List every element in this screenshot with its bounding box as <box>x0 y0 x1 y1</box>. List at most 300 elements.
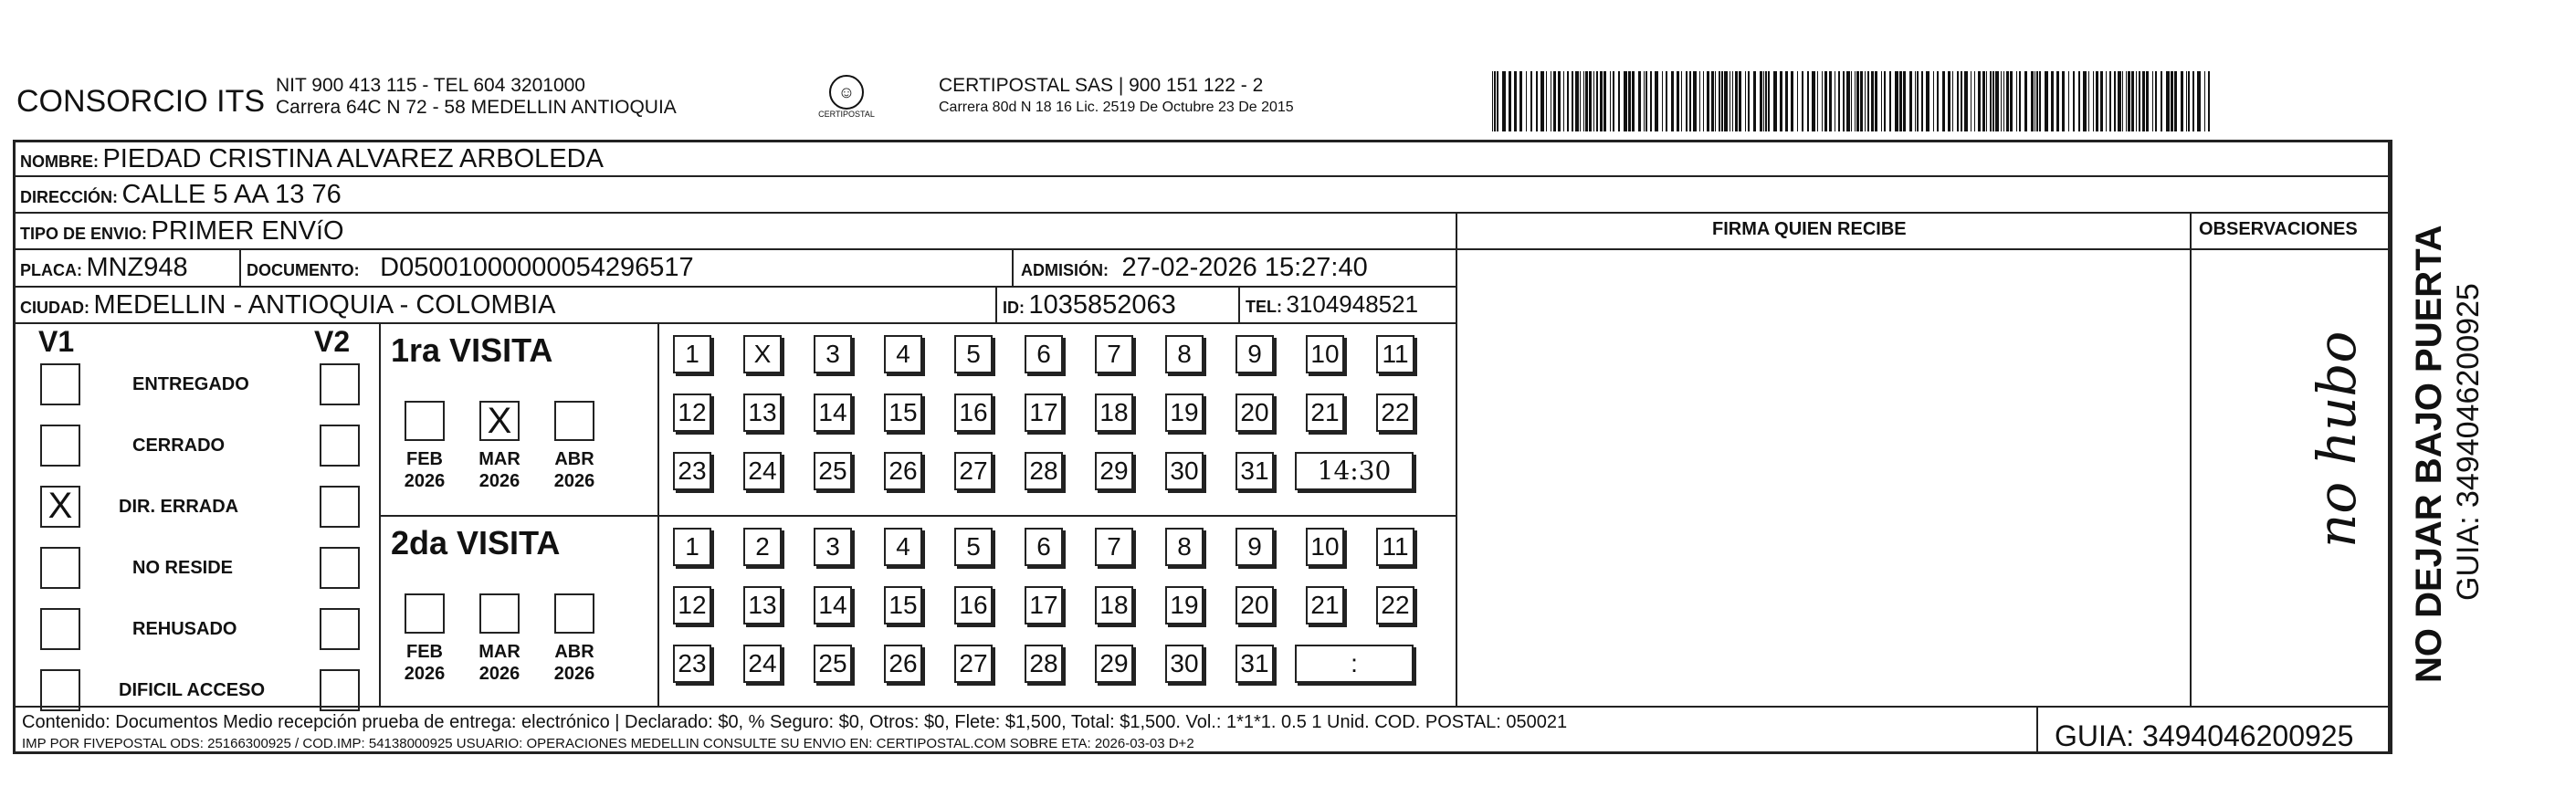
barcode-bar <box>1530 71 1532 131</box>
day-box[interactable]: 3 <box>814 528 852 566</box>
barcode-bar <box>1909 71 1912 131</box>
barcode-bar <box>1856 71 1859 131</box>
month-checkbox[interactable] <box>554 593 594 634</box>
divider <box>2190 212 2192 706</box>
day-box[interactable]: 7 <box>1095 528 1133 566</box>
ciudad-value: MEDELLIN - ANTIOQUIA - COLOMBIA <box>93 290 556 320</box>
day-box[interactable]: 9 <box>1235 528 1274 566</box>
barcode-bar <box>1797 71 1798 131</box>
month-checkbox[interactable] <box>554 401 594 441</box>
day-box[interactable]: 30 <box>1165 645 1204 683</box>
barcode-bar <box>1514 71 1517 131</box>
divider <box>13 706 2391 708</box>
divider <box>657 322 659 706</box>
barcode-bar <box>1628 71 1629 131</box>
certipostal-name: CERTIPOSTAL SAS | 900 151 122 - 2 <box>939 75 1264 96</box>
nombre-label: NOMBRE: <box>20 152 99 171</box>
day-box[interactable]: 12 <box>673 586 711 624</box>
barcode-bar <box>1572 71 1574 131</box>
day-box[interactable]: 23 <box>673 645 711 683</box>
day-box[interactable]: 31 <box>1235 452 1274 490</box>
visit-title: 2da VISITA <box>391 524 561 561</box>
barcode-bar <box>1583 71 1585 131</box>
day-box[interactable]: 28 <box>1025 452 1063 490</box>
barcode-bar <box>2139 71 2140 131</box>
barcode-bar <box>1867 71 1869 131</box>
visit-title: 1ra VISITA <box>391 331 553 369</box>
barcode-bar <box>1952 71 1953 131</box>
divider <box>13 175 2391 177</box>
barcode-bar <box>1603 71 1606 131</box>
status-label: ENTREGADO <box>132 374 249 394</box>
barcode-bar <box>1540 71 1543 131</box>
barcode-bar <box>1748 71 1750 131</box>
barcode-bar <box>1753 71 1756 131</box>
barcode-bar <box>1865 71 1866 131</box>
documento-value: D05001000000054296517 <box>380 253 694 282</box>
status-label: REHUSADO <box>132 619 237 639</box>
barcode-bar <box>2146 71 2149 131</box>
barcode-bar <box>1629 71 1631 131</box>
divider <box>13 212 2391 214</box>
barcode-bar <box>1638 71 1641 131</box>
day-box[interactable]: 1 <box>673 335 711 373</box>
day-box[interactable]: 14 <box>814 394 852 432</box>
barcode-bar <box>1644 71 1645 131</box>
day-box[interactable]: 13 <box>743 586 782 624</box>
barcode-bar <box>1509 71 1511 131</box>
admision-label: ADMISIÓN: <box>1021 261 1109 279</box>
company-address: Carrera 64C N 72 - 58 MEDELLIN ANTIOQUIA <box>276 97 677 118</box>
barcode-bar <box>1817 71 1818 131</box>
barcode-bar <box>1978 71 1981 131</box>
barcode-bar <box>1933 71 1934 131</box>
barcode-bar <box>1957 71 1959 131</box>
barcode-bar <box>1739 71 1741 131</box>
divider <box>13 248 1456 250</box>
barcode-bar <box>1986 71 1987 131</box>
ciudad-field <box>20 290 555 320</box>
month-year: 2026 <box>478 664 520 684</box>
month-name: MAR <box>478 449 520 469</box>
barcode-bar <box>2106 71 2107 131</box>
barcode-bar <box>2126 71 2128 131</box>
day-box[interactable]: 4 <box>884 335 922 373</box>
barcode-bar <box>2096 71 2098 131</box>
day-box[interactable]: 19 <box>1165 394 1204 432</box>
barcode-bar <box>1711 71 1714 131</box>
divider <box>1456 212 1457 706</box>
side-guia: GUIA: 3494046200925 <box>2451 283 2486 601</box>
documento-field <box>247 253 694 283</box>
barcode-bar <box>2142 71 2145 131</box>
v2-header: V2 <box>314 325 351 358</box>
barcode-bar <box>1903 71 1906 131</box>
barcode-bar <box>1760 71 1762 131</box>
direccion-value: CALLE 5 AA 13 76 <box>121 180 342 209</box>
id-label: ID: <box>1003 299 1025 317</box>
status-v1-checkbox[interactable] <box>40 608 80 650</box>
logo-icon: ☺ <box>829 75 864 110</box>
day-box[interactable]: 28 <box>1025 645 1063 683</box>
month-name: ABR <box>554 642 594 662</box>
barcode-bar <box>1703 71 1705 131</box>
barcode-bar <box>1610 71 1611 131</box>
day-box[interactable]: 29 <box>1095 452 1133 490</box>
barcode-bar <box>2016 71 2017 131</box>
barcode-bar <box>1807 71 1810 131</box>
id-value: 1035852063 <box>1028 290 1176 320</box>
barcode-bar <box>1526 71 1527 131</box>
day-box[interactable]: 31 <box>1235 645 1274 683</box>
day-box[interactable]: 16 <box>954 586 993 624</box>
barcode-bar <box>1926 71 1929 131</box>
certipostal-info <box>939 75 1294 119</box>
barcode <box>1492 71 2213 131</box>
day-box[interactable]: 4 <box>884 528 922 566</box>
day-box[interactable]: 27 <box>954 645 993 683</box>
day-box[interactable]: 25 <box>814 452 852 490</box>
month-checkbox[interactable]: X <box>479 401 520 441</box>
status-v2-checkbox[interactable] <box>320 486 360 528</box>
barcode-bar <box>1917 71 1919 131</box>
day-box[interactable]: 20 <box>1235 586 1274 624</box>
day-box[interactable]: X <box>743 335 782 373</box>
barcode-bar <box>1596 71 1598 131</box>
barcode-bar <box>2136 71 2137 131</box>
status-v1-checkbox[interactable] <box>40 669 80 711</box>
barcode-bar <box>1558 71 1561 131</box>
barcode-bar <box>1589 71 1592 131</box>
day-box[interactable]: 6 <box>1025 528 1063 566</box>
barcode-bar <box>2208 71 2210 131</box>
barcode-bar <box>1900 71 1902 131</box>
barcode-bar <box>1773 71 1776 131</box>
divider <box>995 286 997 322</box>
day-box[interactable]: 3 <box>814 335 852 373</box>
barcode-bar <box>2051 71 2052 131</box>
barcode-bar <box>2001 71 2002 131</box>
day-box[interactable]: 18 <box>1095 394 1133 432</box>
month-checkbox[interactable] <box>479 593 520 634</box>
barcode-bar <box>1585 71 1588 131</box>
barcode-bar <box>1843 71 1845 131</box>
footer-guia: GUIA: 3494046200925 <box>2055 719 2354 752</box>
logo-text: CERTIPOSTAL <box>818 110 875 119</box>
day-box[interactable]: 27 <box>954 452 993 490</box>
barcode-bar <box>2062 71 2065 131</box>
barcode-bar <box>2171 71 2173 131</box>
month-year: 2026 <box>553 471 595 491</box>
month-name: FEB <box>406 449 443 469</box>
status-label: DIR. ERRADA <box>119 497 239 517</box>
barcode-bar <box>1781 71 1782 131</box>
barcode-bar <box>1992 71 1995 131</box>
day-box[interactable]: 21 <box>1306 394 1344 432</box>
direccion-label: DIRECCIÓN: <box>20 188 118 206</box>
observaciones-header: OBSERVACIONES <box>2199 219 2358 239</box>
barcode-bar <box>1613 71 1614 131</box>
barcode-bar <box>1735 71 1738 131</box>
day-box[interactable]: 16 <box>954 394 993 432</box>
nombre-row <box>20 144 604 174</box>
day-box[interactable]: 22 <box>1376 394 1414 432</box>
barcode-bar <box>1494 71 1496 131</box>
day-box[interactable]: 20 <box>1235 394 1274 432</box>
barcode-bar <box>2019 71 2021 131</box>
day-box[interactable]: 2 <box>743 528 782 566</box>
day-box[interactable]: 24 <box>743 452 782 490</box>
placa-field <box>20 253 188 283</box>
barcode-bar <box>1855 71 1856 131</box>
day-box[interactable]: 15 <box>884 394 922 432</box>
barcode-bar <box>2122 71 2123 131</box>
time-box[interactable]: : <box>1295 645 1414 683</box>
barcode-bar <box>2186 71 2187 131</box>
status-v1-checkbox[interactable] <box>40 547 80 589</box>
certipostal-license: Carrera 80d N 18 16 Lic. 2519 De Octubre 23 De 2015 <box>939 100 1294 115</box>
barcode-bar <box>1662 71 1663 131</box>
barcode-bar <box>2188 71 2190 131</box>
divider <box>239 248 241 286</box>
tel-value: 3104948521 <box>1286 290 1419 318</box>
certipostal-logo <box>817 75 876 126</box>
barcode-bar <box>1851 71 1852 131</box>
status-v1-checkbox[interactable] <box>40 425 80 467</box>
company-name: CONSORCIO ITS <box>16 84 266 119</box>
day-box[interactable]: 26 <box>884 452 922 490</box>
day-box[interactable]: 22 <box>1376 586 1414 624</box>
barcode-bar <box>1765 71 1767 131</box>
barcode-bar <box>1824 71 1827 131</box>
barcode-bar <box>1536 71 1539 131</box>
barcode-bar <box>1942 71 1945 131</box>
barcode-bar <box>2100 71 2103 131</box>
month-name: MAR <box>478 642 520 662</box>
day-box[interactable]: 17 <box>1025 394 1063 432</box>
barcode-bar <box>1915 71 1916 131</box>
divider <box>13 322 1456 324</box>
barcode-bar <box>1724 71 1727 131</box>
status-v2-checkbox[interactable] <box>320 547 360 589</box>
barcode-bar <box>1964 71 1967 131</box>
month-name: ABR <box>554 449 594 469</box>
day-box[interactable]: 24 <box>743 645 782 683</box>
barcode-bar <box>1689 71 1692 131</box>
barcode-bar <box>1732 71 1734 131</box>
barcode-bar <box>1768 71 1771 131</box>
barcode-bar <box>1721 71 1724 131</box>
tel-field <box>1246 290 1418 319</box>
barcode-bar <box>1822 71 1824 131</box>
day-box[interactable]: 9 <box>1235 335 1274 373</box>
tel-label: TEL: <box>1246 298 1282 316</box>
barcode-bar <box>1937 71 1939 131</box>
barcode-bar <box>1881 71 1882 131</box>
day-box[interactable]: 8 <box>1165 335 1204 373</box>
barcode-bar <box>2045 71 2047 131</box>
day-box[interactable]: 15 <box>884 586 922 624</box>
status-label: CERRADO <box>132 435 226 456</box>
tipo-label: TIPO DE ENVIO: <box>20 225 148 243</box>
status-v2-checkbox[interactable] <box>320 669 360 711</box>
nombre-value: PIEDAD CRISTINA ALVAREZ ARBOLEDA <box>102 144 604 173</box>
month-checkbox[interactable] <box>405 401 445 441</box>
barcode-bar <box>1693 71 1696 131</box>
day-box[interactable]: 5 <box>954 528 993 566</box>
day-box[interactable]: 5 <box>954 335 993 373</box>
barcode-bar <box>2068 71 2069 131</box>
barcode-bar <box>1707 71 1709 131</box>
barcode-bar <box>2006 71 2009 131</box>
time-box[interactable]: 14:30 <box>1295 452 1414 490</box>
barcode-bar <box>2031 71 2034 131</box>
day-box[interactable]: 7 <box>1095 335 1133 373</box>
placa-label: PLACA: <box>20 261 82 279</box>
day-box[interactable]: 11 <box>1376 528 1414 566</box>
barcode-bar <box>1990 71 1992 131</box>
day-box[interactable]: 10 <box>1306 528 1344 566</box>
day-box[interactable]: 23 <box>673 452 711 490</box>
barcode-bar <box>1838 71 1840 131</box>
barcode-bar <box>2192 71 2195 131</box>
barcode-bar <box>1961 71 1963 131</box>
barcode-bar <box>1567 71 1569 131</box>
day-box[interactable]: 29 <box>1095 645 1133 683</box>
day-box[interactable]: 17 <box>1025 586 1063 624</box>
barcode-bar <box>1791 71 1793 131</box>
barcode-bar <box>1719 71 1720 131</box>
barcode-bar <box>1677 71 1679 131</box>
status-v1-checkbox[interactable]: X <box>40 486 80 528</box>
divider <box>379 322 381 706</box>
day-box[interactable]: 6 <box>1025 335 1063 373</box>
barcode-bar <box>2166 71 2169 131</box>
barcode-bar <box>2114 71 2117 131</box>
barcode-bar <box>2073 71 2075 131</box>
day-box[interactable]: 14 <box>814 586 852 624</box>
status-v2-checkbox[interactable] <box>320 425 360 467</box>
status-label: DIFICIL ACCESO <box>119 680 266 700</box>
barcode-bar <box>1671 71 1674 131</box>
barcode-bar <box>2118 71 2120 131</box>
divider <box>1012 248 1014 286</box>
day-box[interactable]: 13 <box>743 394 782 432</box>
barcode-bar <box>1860 71 1863 131</box>
barcode-bar <box>1666 71 1667 131</box>
company-nit: NIT 900 413 115 - TEL 604 3201000 <box>276 75 585 96</box>
barcode-bar <box>1681 71 1682 131</box>
day-box[interactable]: 30 <box>1165 452 1204 490</box>
barcode-bar <box>1871 71 1874 131</box>
barcode-bar <box>1650 71 1653 131</box>
month-name: FEB <box>406 642 443 662</box>
barcode-bar <box>2083 71 2086 131</box>
no-dejar-warning: NO DEJAR BAJO PUERTA <box>2409 225 2449 683</box>
barcode-bar <box>1763 71 1764 131</box>
footer-imp: IMP POR FIVEPOSTAL ODS: 25166300925 / COD.IMP: 54138000925 USUARIO: OPERACIONES MEDELLIN CONSULTE SU ENVIO EN: CERTIPOSTAL.COM SOBRE ETA: 2026-03-03 D+2 <box>22 736 1194 751</box>
day-box[interactable]: 8 <box>1165 528 1204 566</box>
barcode-bar <box>2024 71 2027 131</box>
status-v2-checkbox[interactable] <box>320 363 360 405</box>
barcode-bar <box>1802 71 1803 131</box>
barcode-bar <box>1785 71 1788 131</box>
day-box[interactable]: 25 <box>814 645 852 683</box>
day-box[interactable]: 18 <box>1095 586 1133 624</box>
documento-label: DOCUMENTO: <box>247 261 360 279</box>
day-box[interactable]: 10 <box>1306 335 1344 373</box>
month-year: 2026 <box>478 471 520 491</box>
barcode-bar <box>2204 71 2205 131</box>
tipo-row <box>20 216 344 247</box>
day-box[interactable]: 11 <box>1376 335 1414 373</box>
barcode-bar <box>2131 71 2134 131</box>
barcode-bar <box>1624 71 1626 131</box>
barcode-bar <box>2078 71 2081 131</box>
barcode-bar <box>1846 71 1849 131</box>
month-checkbox[interactable] <box>405 593 445 634</box>
barcode-bar <box>1686 71 1688 131</box>
barcode-bar <box>2093 71 2095 131</box>
barcode-bar <box>1497 71 1499 131</box>
barcode-bar <box>1812 71 1814 131</box>
barcode-bar <box>2181 71 2183 131</box>
ciudad-label: CIUDAD: <box>20 299 89 317</box>
day-box[interactable]: 19 <box>1165 586 1204 624</box>
barcode-bar <box>1502 71 1505 131</box>
barcode-bar <box>2155 71 2157 131</box>
barcode-bar <box>1829 71 1832 131</box>
barcode-bar <box>2003 71 2005 131</box>
barcode-bar <box>1875 71 1877 131</box>
barcode-bar <box>1632 71 1635 131</box>
day-box[interactable]: 26 <box>884 645 922 683</box>
barcode-bar <box>2010 71 2013 131</box>
status-label: NO RESIDE <box>132 558 234 578</box>
admision-field <box>1021 253 1368 283</box>
divider <box>379 515 1456 517</box>
company-info <box>276 75 677 119</box>
barcode-bar <box>2036 71 2038 131</box>
barcode-bar <box>1492 71 1493 131</box>
month-year: 2026 <box>404 471 446 491</box>
barcode-bar <box>2197 71 2200 131</box>
barcode-bar <box>1546 71 1547 131</box>
barcode-bar <box>1982 71 1985 131</box>
barcode-bar <box>1645 71 1647 131</box>
barcode-bar <box>1948 71 1950 131</box>
status-v1-checkbox[interactable] <box>40 363 80 405</box>
barcode-bar <box>2056 71 2059 131</box>
divider <box>2036 706 2038 754</box>
barcode-bar <box>1895 71 1898 131</box>
barcode-bar <box>1884 71 1886 131</box>
day-box[interactable]: 1 <box>673 528 711 566</box>
barcode-bar <box>1655 71 1657 131</box>
placa-value: MNZ948 <box>86 253 188 282</box>
admision-value: 27-02-2026 15:27:40 <box>1121 253 1368 282</box>
day-box[interactable]: 21 <box>1306 586 1344 624</box>
status-v2-checkbox[interactable] <box>320 608 360 650</box>
barcode-bar <box>2088 71 2089 131</box>
barcode-bar <box>1618 71 1621 131</box>
barcode-bar <box>1995 71 1998 131</box>
barcode-bar <box>1553 71 1556 131</box>
barcode-bar <box>1745 71 1746 131</box>
day-box[interactable]: 12 <box>673 394 711 432</box>
barcode-bar <box>1600 71 1603 131</box>
barcode-bar <box>1974 71 1976 131</box>
